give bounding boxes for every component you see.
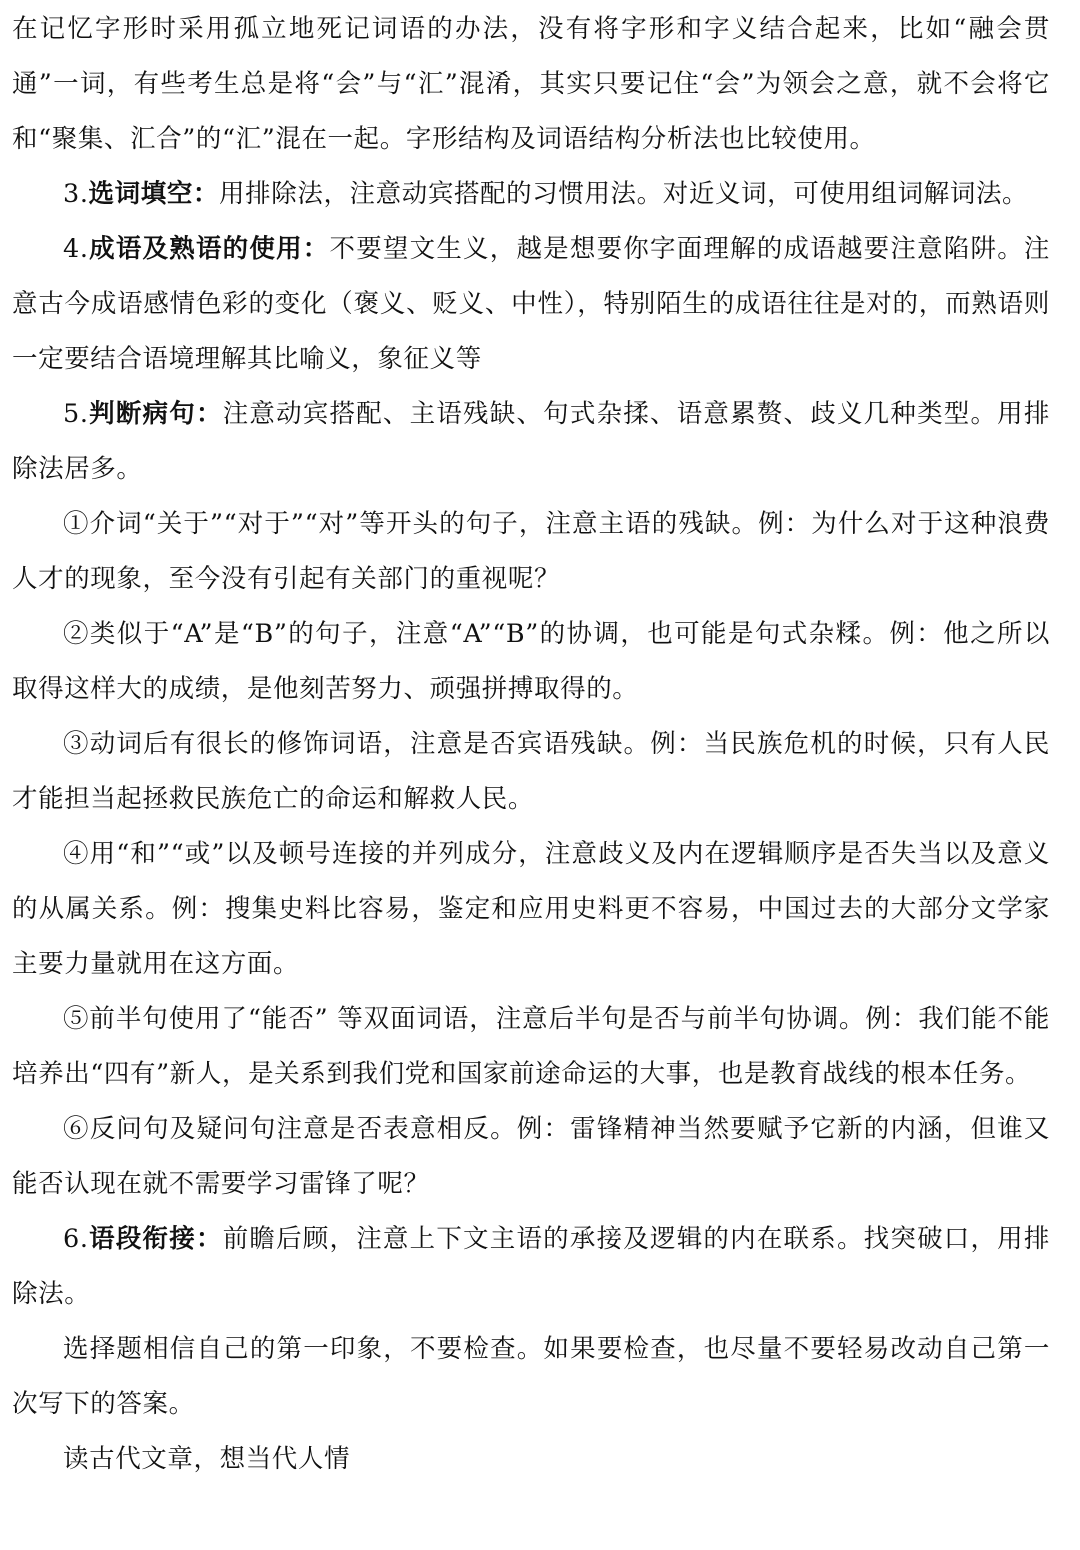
paragraph-closing-line: 读古代文章，想当代人情 bbox=[63, 1444, 351, 1474]
list-item-2: ②类似于“A”是“B”的句子，注意“A”“B”的协调，也可能是句式杂糅。例：他之所以取得这样大的成绩，是他刻苦努力、顽强拼搏取得的。 bbox=[12, 619, 1050, 704]
list-item-1: ①介词“关于”“对于”“对”等开头的句子，注意主语的残缺。例：为什么对于这种浪费人才的现象，至今没有引起有关部门的重视呢？ bbox=[12, 509, 1050, 594]
list-item-4: ④用“和”“或”以及顿号连接的并列成分，注意歧义及内在逻辑顺序是否失当以及意义的从属关系。例：搜集史料比容易，鉴定和应用史料更不容易，中国过去的大部分文学家主要力量就用在这方面。 bbox=[12, 839, 1050, 979]
section-number: 3. bbox=[63, 179, 89, 209]
list-item-6: ⑥反问句及疑问句注意是否表意相反。例：雷锋精神当然要赋予它新的内涵，但谁又能否认现在就不需要学习雷锋了呢？ bbox=[12, 1114, 1050, 1199]
section-idioms bbox=[12, 222, 1050, 387]
section-body: 不要望文生义，越是想要你字面理解的成语越要注意陷阱。注意古今成语感情色彩的变化（褒义、贬义、中性），特别陌生的成语往往是对的，而熟语则一定要结合语境理解其比喻义，象征义等 bbox=[12, 234, 1051, 374]
list-item-5: ⑤前半句使用了“能否” 等双面词语，注意后半句是否与前半句协调。例：我们能不能培养出“四有”新人，是关系到我们党和国家前途命运的大事，也是教育战线的根本任务。 bbox=[12, 1004, 1050, 1089]
paragraph-choice-advice: 选择题相信自己的第一印象，不要检查。如果要检查，也尽量不要轻易改动自己第一次写下的答案。 bbox=[12, 1334, 1050, 1419]
section-body: 用排除法，注意动宾搭配的习惯用法。对近义词，可使用组词解词法。 bbox=[219, 179, 1029, 209]
section-faulty-sentences bbox=[12, 387, 1050, 497]
paragraph-memory-method: 在记忆字形时采用孤立地死记词语的办法，没有将字形和字义结合起来，比如“融会贯通”一词，有些考生总是将“会”与“汇”混淆，其实只要记住“会”为领会之意，就不会将它和“聚集、汇合”的“汇”混在一起。字形结构及词语结构分析法也比较使用。 bbox=[12, 14, 1050, 154]
section-number: 5. bbox=[63, 399, 89, 429]
section-number: 6. bbox=[63, 1224, 89, 1254]
section-body: 前瞻后顾，注意上下文主语的承接及逻辑的内在联系。找突破口，用排除法。 bbox=[12, 1224, 1050, 1309]
section-word-fill bbox=[12, 167, 1050, 222]
section-paragraph-cohesion bbox=[12, 1212, 1050, 1322]
section-heading: 判断病句： bbox=[88, 399, 223, 429]
section-body: 注意动宾搭配、主语残缺、句式杂揉、语意累赘、歧义几种类型。用排除法居多。 bbox=[12, 399, 1050, 484]
section-heading: 选词填空： bbox=[88, 179, 220, 209]
list-item-3: ③动词后有很长的修饰词语，注意是否宾语残缺。例：当民族危机的时候，只有人民才能担当起拯救民族危亡的命运和解救人民。 bbox=[12, 729, 1050, 814]
section-number: 4. bbox=[63, 234, 89, 264]
section-heading: 语段衔接： bbox=[88, 1224, 223, 1254]
section-heading: 成语及熟语的使用： bbox=[88, 234, 330, 264]
